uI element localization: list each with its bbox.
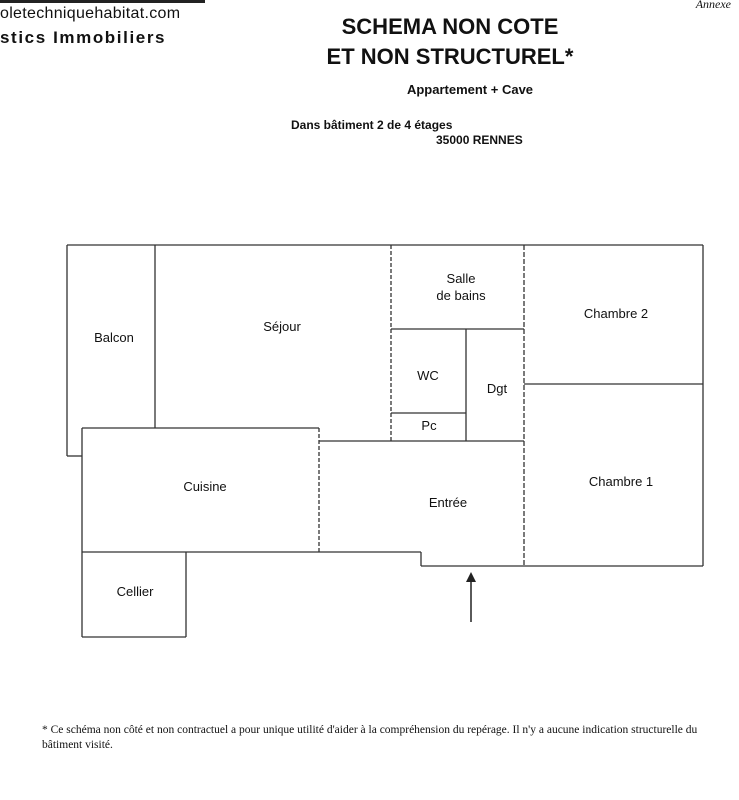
room-label-wc: WC: [417, 368, 439, 383]
footnote: * Ce schéma non côté et non contractuel a pour unique utilité d'aider à la compréhension du repérage. Il n'y a aucune indication structurelle du bâtiment visité.: [42, 724, 698, 751]
room-label-chambre-2: Chambre 2: [583, 306, 649, 321]
annexe-label: Annexe: [695, 0, 731, 11]
room-label-salle-de-bains-1: Salle: [446, 271, 476, 286]
room-label-dgt: Dgt: [486, 381, 508, 396]
title-line-1: SCHEMA NON COTE: [341, 14, 559, 39]
brand-tagline: stics Immobiliers: [0, 28, 167, 47]
arrow-up-icon: [466, 572, 476, 622]
room-label-cuisine: Cuisine: [183, 479, 227, 494]
room-label-cellier: Cellier: [116, 584, 154, 599]
room-label-balcon: Balcon: [94, 330, 134, 345]
room-label-salle-de-bains-2: de bains: [436, 288, 486, 303]
room-label-entree: Entrée: [428, 495, 468, 510]
room-label-chambre-1: Chambre 1: [588, 474, 654, 489]
room-label-sejour: Séjour: [263, 319, 301, 334]
address-line-2: 35000 RENNES: [436, 133, 523, 147]
title-line-2: ET NON STRUCTUREL*: [326, 44, 574, 69]
brand-website: oletechniquehabitat.com: [0, 5, 181, 22]
subtitle: Appartement + Cave: [406, 82, 534, 97]
room-label-pc: Pc: [421, 418, 437, 433]
address-line-1: Dans bâtiment 2 de 4 étages: [291, 118, 453, 132]
